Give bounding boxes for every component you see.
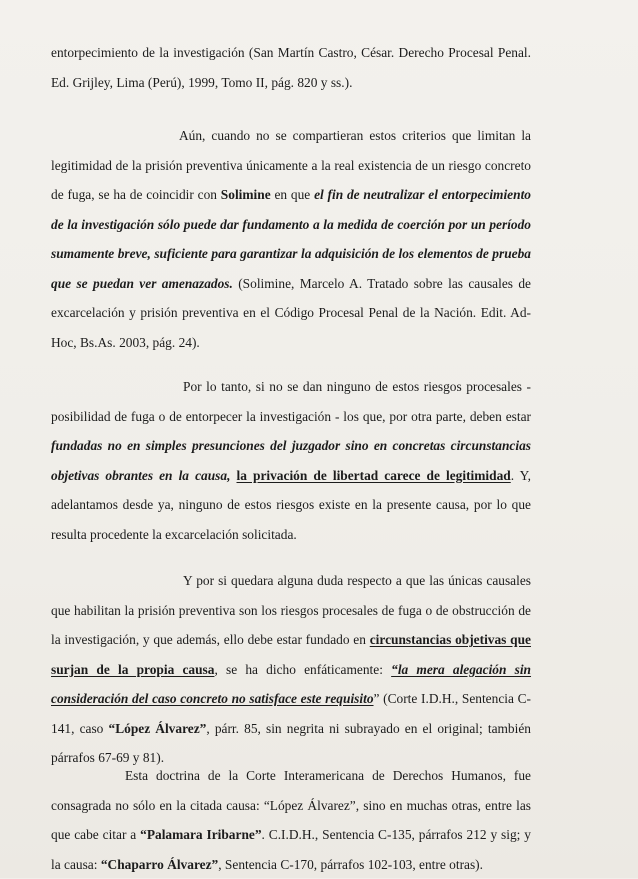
paragraph-solimine: [51, 121, 531, 357]
paragraph-text: , se ha dicho enfáticamente:: [214, 661, 392, 677]
emphasized-quote: el fin de neutralizar el entorpecimiento de la investigación sólo puede dar fundamento a la medida de coerción por un período sumamente breve, suficiente para garantizar la adquisición de los elementos de prueba que se puedan ver amenazados.: [51, 187, 531, 291]
underlined-emphasis: la privación de libertad carece de legitimidad: [236, 467, 511, 483]
citation: (Solimine, Marcelo A. Tratado sobre las causales de excarcelación y prisión preventiva en el Código Procesal Penal de la Nación. Edit. Ad-Hoc, Bs.As. 2003, pág. 24).: [51, 275, 531, 350]
emphasized-text: fundadas no en simples presunciones del juzgador sino en concretas circunstancias objetivas obrantes en la causa,: [51, 438, 531, 483]
paragraph-text: Y por si quedara alguna duda respecto a que las únicas causales que habilitan la prisión preventiva son los riesgos procesales de fuga o de obstrucción de la investigación, y que además, ello debe estar fundado en: [51, 573, 531, 647]
paragraph-text: Por lo tanto, si no se dan ninguno de estos riesgos procesales - posibilidad de fuga o de entorpecer la investigación - los que, por otra parte, deben estar: [51, 379, 531, 424]
paragraph-continuation: entorpecimiento de la investigación (San Martín Castro, César. Derecho Procesal Penal. Ed. Grijley, Lima (Perú), 1999, Tomo II, pág. 820 y ss.).: [51, 45, 531, 90]
case-name: “Chaparro Álvarez”: [100, 856, 219, 872]
paragraph-text: . Y, adelantamos desde ya, ninguno de estos riesgos existe en la presente causa, por lo que resulta procedente la excarcelación solicitada.: [51, 467, 531, 542]
citation: , Sentencia C-170, párrafos 102-103, entre otras).: [218, 856, 483, 872]
underlined-quote: “la mera alegación sin consideración del caso concreto no satisface este requisito: [51, 661, 532, 706]
paragraph-doctrine: [51, 761, 531, 879]
citation: , párr. 85, sin negrita ni subrayado en el original; también párrafos 67-69 y 81).: [51, 720, 531, 765]
underlined-emphasis: circunstancias objetivas que surjan de la propia causa: [51, 632, 531, 677]
citation: ” (Corte I.D.H., Sentencia C-141, caso: [51, 691, 531, 736]
citation: . C.I.D.H., Sentencia C-135, párrafos 212 y sig; y la causa:: [51, 827, 531, 872]
paragraph-text: Aún, cuando no se compartieran estos criterios que limitan la legitimidad de la prisión preventiva únicamente a la real existencia de un riesgo concreto de fuga, se ha de coincidir con: [51, 128, 531, 202]
paragraph-text: en que: [270, 187, 315, 202]
case-name: “López Álvarez”: [108, 720, 207, 736]
paragraph-corte-idh: [51, 566, 531, 773]
paragraph-conclusion: [51, 372, 531, 549]
paragraph-text: Esta doctrina de la Corte Interamericana de Derechos Humanos, fue consagrada no sólo en la citada causa: “López Álvarez”, sino en muchas otras, entre las que cabe citar a: [51, 768, 531, 842]
author-name: Solimine: [220, 187, 271, 202]
case-name: “Palamara Iribarne”: [140, 827, 262, 842]
